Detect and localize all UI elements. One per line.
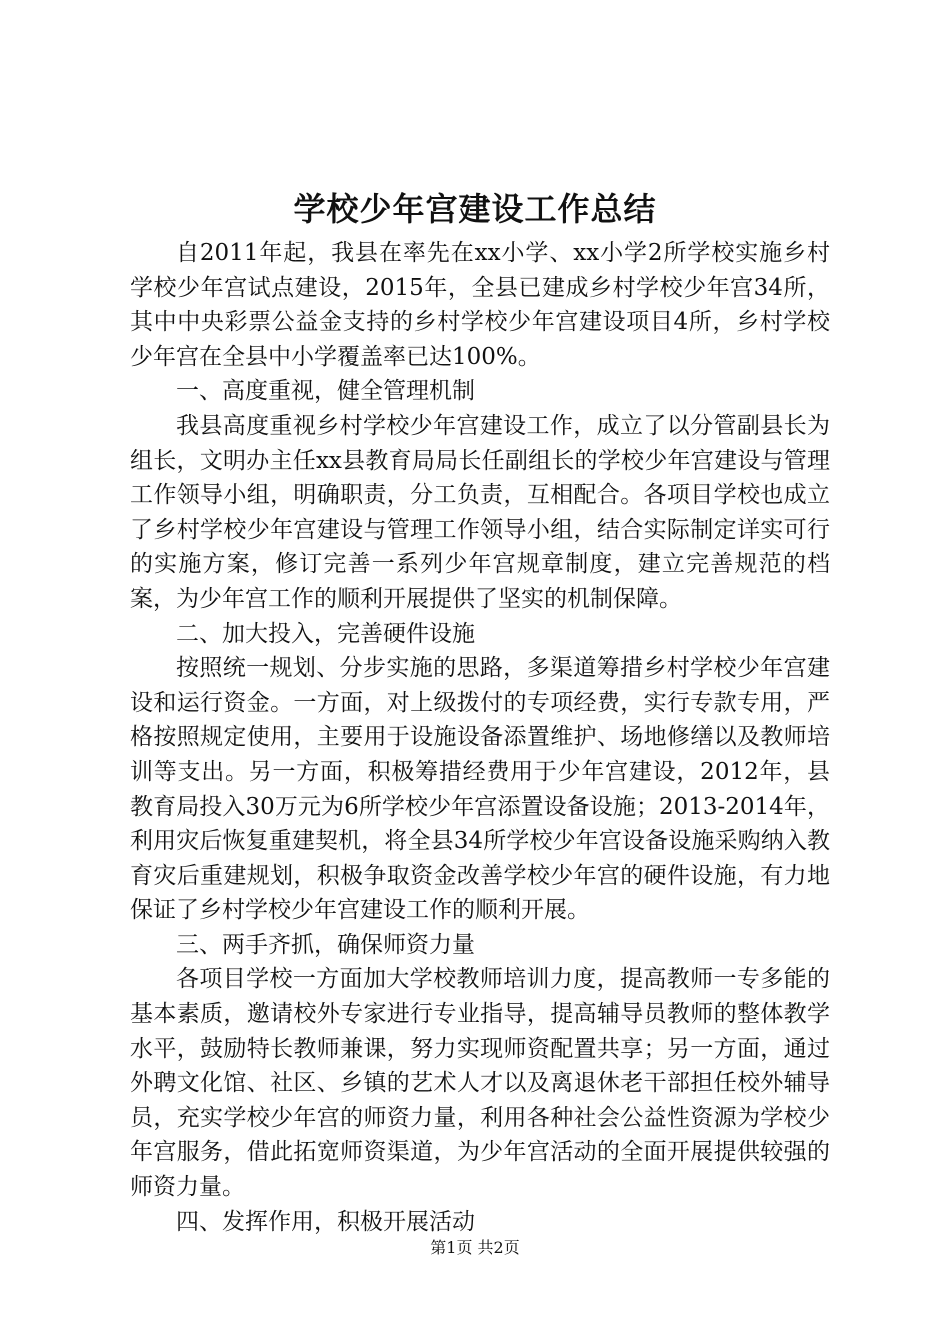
paragraph-section-3: 各项目学校一方面加大学校教师培训力度，提高教师一专多能的基本素质，邀请校外专家进行专业指导，提高辅导员教师的整体教学水平，鼓励特长教师兼课，努力实现师资配置共享；另一方面，通过外聘文化馆、社区、乡镇的艺术人才以及离退休老干部担任校外辅导员，充实学校少年宫的师资力量，利用各种社会公益性资源为学校少年宫服务，借此拓宽师资渠道，为少年宫活动的全面开展提供较强的师资力量。 bbox=[130, 966, 830, 1201]
section-heading-4: 四、发挥作用，积极开展活动 bbox=[176, 1208, 475, 1235]
document-body bbox=[130, 236, 830, 1239]
document-title: 学校少年宫建设工作总结 bbox=[293, 190, 657, 228]
section-heading-3: 三、两手齐抓，确保师资力量 bbox=[176, 931, 475, 958]
paragraph-intro: 自2011年起，我县在率先在xx小学、xx小学2所学校实施乡村学校少年宫试点建设，2015年，全县已建成乡村学校少年宫34所，其中中央彩票公益金支持的乡村学校少年宫建设项目4所，乡村学校少年宫在全县中小学覆盖率已达100%。 bbox=[130, 240, 830, 370]
section-heading-2: 二、加大投入，完善硬件设施 bbox=[176, 620, 475, 647]
paragraph-section-2: 按照统一规划、分步实施的思路，多渠道筹措乡村学校少年宫建设和运行资金。一方面，对上级拨付的专项经费，实行专款专用，严格按照规定使用，主要用于设施设备添置维护、场地修缮以及教师培训等支出。另一方面，积极筹措经费用于少年宫建设，2012年，县教育局投入30万元为6所学校少年宫添置设备设施；2013-2014年，利用灾后恢复重建契机，将全县34所学校少年宫设备设施采购纳入教育灾后重建规划，积极争取资金改善学校少年宫的硬件设施，有力地保证了乡村学校少年宫建设工作的顺利开展。 bbox=[130, 655, 830, 924]
page-number-footer: 第1页 共2页 bbox=[430, 1238, 520, 1257]
section-heading-1: 一、高度重视，健全管理机制 bbox=[176, 378, 475, 405]
paragraph-section-1: 我县高度重视乡村学校少年宫建设工作，成立了以分管副县长为组长，文明办主任xx县教育局局长任副组长的学校少年宫建设与管理工作领导小组，明确职责，分工负责，互相配合。各项目学校也成立了乡村学校少年宫建设与管理工作领导小组，结合实际制定详实可行的实施方案，修订完善一系列少年宫规章制度，建立完善规范的档案，为少年宫工作的顺利开展提供了坚实的机制保障。 bbox=[130, 412, 830, 612]
